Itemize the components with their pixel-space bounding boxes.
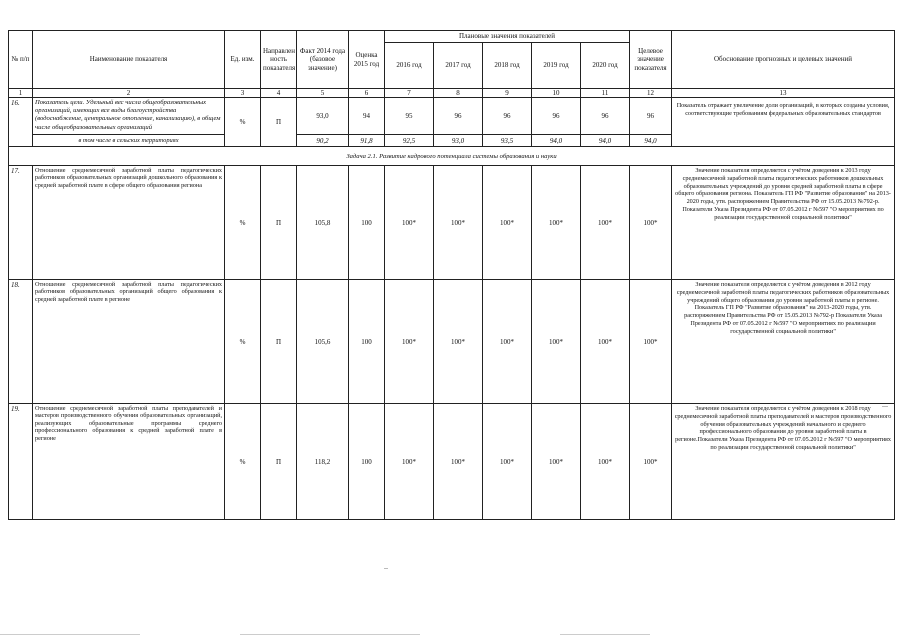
plan-2016-value: 100* bbox=[385, 166, 434, 280]
header-name: Наименование показателя bbox=[33, 31, 225, 89]
fact-value: 118,2 bbox=[297, 404, 349, 520]
sub-fact-value: 90,2 bbox=[297, 135, 349, 147]
indicator-name: Отношение среднемесячной заработной платы педагогических работников образовательных организаций дошкольного образования к средней заработной плате в сфере общего образования региона bbox=[33, 166, 225, 280]
column-number-row bbox=[9, 89, 895, 98]
header-target: Целевое значение показателя bbox=[630, 31, 672, 89]
scan-mark bbox=[384, 568, 388, 569]
column-number: 7 bbox=[385, 89, 434, 98]
target-value: 96 bbox=[630, 98, 672, 135]
column-number: 3 bbox=[225, 89, 261, 98]
row-number: 19. bbox=[9, 404, 33, 520]
task-title: Задача 2.1. Развитие кадрового потенциала системы образования и науки bbox=[9, 147, 895, 166]
column-number: 5 bbox=[297, 89, 349, 98]
header-2019: 2019 год bbox=[532, 43, 581, 89]
scan-mark bbox=[560, 634, 650, 635]
direction-cell: П bbox=[261, 166, 297, 280]
unit-cell: % bbox=[225, 166, 261, 280]
indicator-name: Отношение среднемесячной заработной платы педагогических работников образовательных организаций общего образования к средней заработной плате в регионе bbox=[33, 280, 225, 404]
column-number: 9 bbox=[483, 89, 532, 98]
header-direction: Направлен ность показателя bbox=[261, 31, 297, 89]
target-value: 100* bbox=[630, 166, 672, 280]
column-number: 4 bbox=[261, 89, 297, 98]
target-value: 100* bbox=[630, 404, 672, 520]
justification-text: Значение показателя определяется с учётом доведения к 2013 году среднемесячной заработной платы педагогических работников дошкольных образовательных учреждений до уровня средней заработной платы в сфере общего образования региона. Показатель ГП РФ "Развитие образования" на 2013-2020 годы, утв. распоряжением Правительства РФ от 15.05.2013 №792-р. Показатели Указа Президента РФ от 07.05.2012 г №597 "О мероприятиях по реализации государственной социальной политики" bbox=[672, 166, 895, 280]
column-number: 2 bbox=[33, 89, 225, 98]
fact-value: 105,8 bbox=[297, 166, 349, 280]
header-justification: Обоснование прогнозных и целевых значений bbox=[672, 31, 895, 89]
header-2020: 2020 год bbox=[581, 43, 630, 89]
sub-target-value: 94,0 bbox=[630, 135, 672, 147]
header-fact: Факт 2014 года (базовое значение) bbox=[297, 31, 349, 89]
task-heading-row bbox=[9, 147, 895, 166]
estimate-value: 100 bbox=[349, 404, 385, 520]
header-plan-group: Плановые значения показателей bbox=[385, 31, 630, 43]
row-number: 18. bbox=[9, 280, 33, 404]
column-number: 11 bbox=[581, 89, 630, 98]
table-row-18 bbox=[9, 280, 895, 404]
row-number: 16. bbox=[9, 98, 33, 147]
plan-2018-value: 100* bbox=[483, 404, 532, 520]
fact-value: 105,6 bbox=[297, 280, 349, 404]
unit-cell: % bbox=[225, 98, 261, 147]
plan-2017-value: 100* bbox=[434, 404, 483, 520]
plan-2017-value: 100* bbox=[434, 280, 483, 404]
direction-cell: П bbox=[261, 98, 297, 147]
justification-text: Значение показателя определяется с учётом доведения к 2018 году среднемесячной заработной платы преподавателей и мастеров производственного обучения образовательных учреждений начального и среднего профессионального образования до уровня заработной платы в регионе.Показатели Указа Президента РФ от 07.05.2012 г №597 "О мероприятиях по реализации государственной социальной политики" bbox=[672, 404, 895, 520]
header-unit: Ед. изм. bbox=[225, 31, 261, 89]
column-number: 1 bbox=[9, 89, 33, 98]
sub-estimate-value: 91,8 bbox=[349, 135, 385, 147]
sub-plan-2017-value: 93,0 bbox=[434, 135, 483, 147]
table-row-17 bbox=[9, 166, 895, 280]
plan-2019-value: 100* bbox=[532, 280, 581, 404]
plan-2016-value: 100* bbox=[385, 404, 434, 520]
plan-2019-value: 100* bbox=[532, 166, 581, 280]
unit-cell: % bbox=[225, 404, 261, 520]
target-value: 100* bbox=[630, 280, 672, 404]
column-number: 12 bbox=[630, 89, 672, 98]
header-estimate: Оценка 2015 год bbox=[349, 31, 385, 89]
sub-indicator-name: в том числе в сельских территориях bbox=[33, 135, 225, 147]
sub-plan-2019-value: 94,0 bbox=[532, 135, 581, 147]
header-2018: 2018 год bbox=[483, 43, 532, 89]
scan-mark bbox=[240, 634, 420, 635]
plan-2020-value: 100* bbox=[581, 404, 630, 520]
fact-value: 93,0 bbox=[297, 98, 349, 135]
plan-2018-value: 96 bbox=[483, 98, 532, 135]
indicator-name: Отношение среднемесячной заработной платы преподавателей и мастеров производственного обучения образовательных организаций, реализующих образовательные программы среднего профессионального образования к средней заработной плате в регионе bbox=[33, 404, 225, 520]
plan-2020-value: 100* bbox=[581, 166, 630, 280]
direction-cell: П bbox=[261, 280, 297, 404]
table-row-19 bbox=[9, 404, 895, 520]
header-row-1 bbox=[9, 31, 895, 43]
estimate-value: 100 bbox=[349, 166, 385, 280]
header-no: № п/п bbox=[9, 31, 33, 89]
justification-text: Показатель отражает увеличение доли организаций, в которых созданы условия, соответствующие требованиям федеральных образовательных стандартов bbox=[672, 98, 895, 147]
plan-2019-value: 100* bbox=[532, 404, 581, 520]
row-number: 17. bbox=[9, 166, 33, 280]
column-number: 13 bbox=[672, 89, 895, 98]
plan-2017-value: 100* bbox=[434, 166, 483, 280]
sub-plan-2018-value: 93,5 bbox=[483, 135, 532, 147]
column-number: 8 bbox=[434, 89, 483, 98]
direction-cell: П bbox=[261, 404, 297, 520]
sub-plan-2016-value: 92,5 bbox=[385, 135, 434, 147]
plan-2020-value: 96 bbox=[581, 98, 630, 135]
plan-2019-value: 96 bbox=[532, 98, 581, 135]
justification-text: Значение показателя определяется с учётом доведения в 2012 году среднемесячной заработной платы педагогических работников образовательных учреждений общего образования до уровня заработной платы в регионе. Показатель ГП РФ "Развитие образования" на 2013-2020 годы, утв. распоряжением Правительства РФ от 15.05.2013 №792-р Показатели Указа Президента РФ от 07.05.2012 г №597 "О мероприятиях по реализации государственной социальной политики" bbox=[672, 280, 895, 404]
plan-2018-value: 100* bbox=[483, 166, 532, 280]
scan-mark bbox=[0, 634, 140, 635]
indicators-table bbox=[8, 30, 895, 520]
plan-2018-value: 100* bbox=[483, 280, 532, 404]
header-2016: 2016 год bbox=[385, 43, 434, 89]
sub-plan-2020-value: 94,0 bbox=[581, 135, 630, 147]
plan-2016-value: 100* bbox=[385, 280, 434, 404]
plan-2020-value: 100* bbox=[581, 280, 630, 404]
estimate-value: 100 bbox=[349, 280, 385, 404]
column-number: 6 bbox=[349, 89, 385, 98]
scan-mark bbox=[882, 406, 888, 407]
estimate-value: 94 bbox=[349, 98, 385, 135]
plan-2017-value: 96 bbox=[434, 98, 483, 135]
header-2017: 2017 год bbox=[434, 43, 483, 89]
plan-2016-value: 95 bbox=[385, 98, 434, 135]
table-row-16 bbox=[9, 98, 895, 135]
column-number: 10 bbox=[532, 89, 581, 98]
indicator-name: Показатель цели. Удельный вес числа общеобразовательных организаций, имеющих все виды благоустройства (водоснабжение, центральное отопление, канализацию), в общем числе общеобразовательных организаций bbox=[33, 98, 225, 135]
unit-cell: % bbox=[225, 280, 261, 404]
